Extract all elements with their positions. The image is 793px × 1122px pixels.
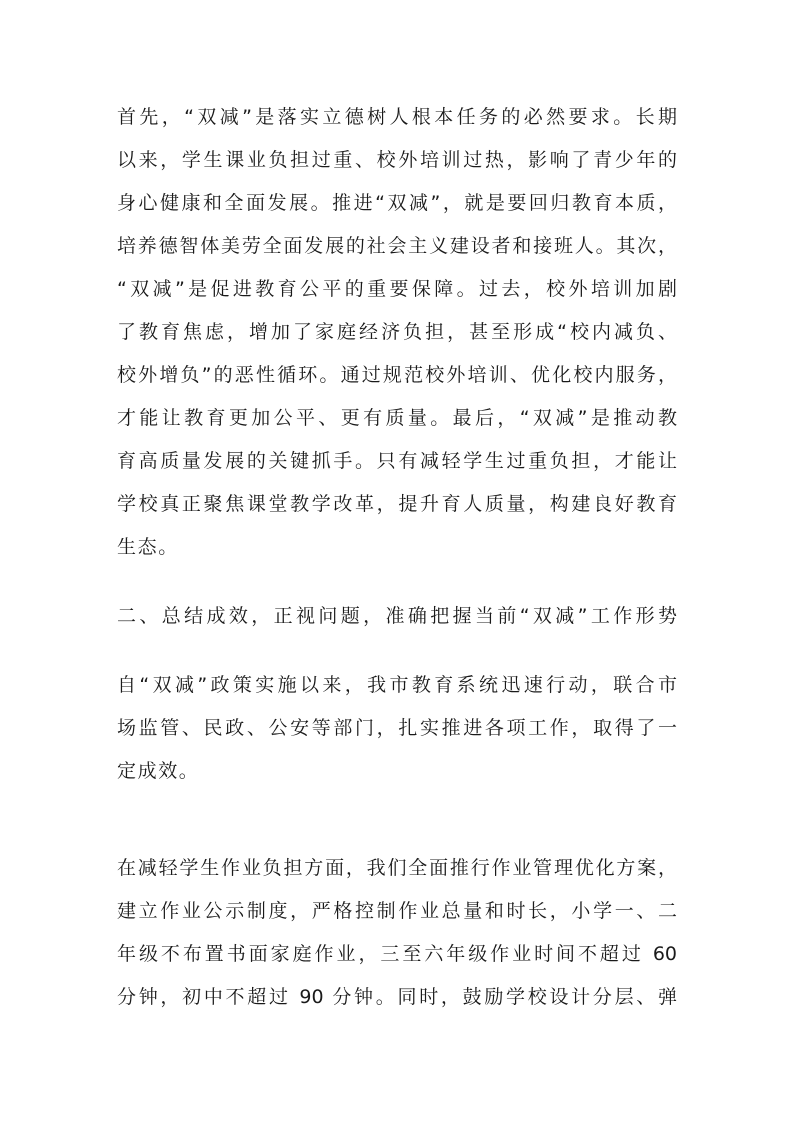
paragraph-3-line-4: 分钟，初中不超过 90 分钟。同时，鼓励学校设计分层、弹 <box>117 986 677 1008</box>
paragraph-1-line-3: 身心健康和全面发展。推进“双减”，就是要回归教育本质， <box>117 192 677 214</box>
paragraph-2-line-1: 自“双减”政策实施以来，我市教育系统迅速行动，联合市 <box>117 674 677 696</box>
paragraph-1-line-10: 学校真正聚焦课堂教学改革，提升育人质量，构建良好教育 <box>117 493 677 515</box>
paragraph-1-line-1: 首先，“双减”是落实立德树人根本任务的必然要求。长期 <box>117 106 677 128</box>
paragraph-2-line-2: 场监管、民政、公安等部门，扎实推进各项工作，取得了一 <box>117 717 677 739</box>
paragraph-1-line-11: 生态。 <box>117 536 179 558</box>
paragraph-3-line-3: 年级不布置书面家庭作业，三至六年级作业时间不超过 60 <box>117 943 677 965</box>
section-heading: 二、总结成效，正视问题，准确把握当前“双减”工作形势 <box>117 605 677 627</box>
paragraph-1-line-5: “双减”是促进教育公平的重要保障。过去，校外培训加剧 <box>117 278 677 300</box>
paragraph-1-line-8: 才能让教育更加公平、更有质量。最后，“双减”是推动教 <box>117 407 677 429</box>
paragraph-1-line-2: 以来，学生课业负担过重、校外培训过热，影响了青少年的 <box>117 149 677 171</box>
paragraph-2-line-3: 定成效。 <box>117 760 200 782</box>
paragraph-3-line-2: 建立作业公示制度，严格控制作业总量和时长，小学一、二 <box>117 900 677 922</box>
paragraph-1-line-7: 校外增负”的恶性循环。通过规范校外培训、优化校内服务， <box>117 364 677 386</box>
paragraph-1-line-9: 育高质量发展的关键抓手。只有减轻学生过重负担，才能让 <box>117 450 677 472</box>
paragraph-1-line-4: 培养德智体美劳全面发展的社会主义建设者和接班人。其次， <box>117 235 677 257</box>
paragraph-3-line-1: 在减轻学生作业负担方面，我们全面推行作业管理优化方案， <box>117 857 677 879</box>
paragraph-1-line-6: 了教育焦虑，增加了家庭经济负担，甚至形成“校内减负、 <box>117 321 677 343</box>
